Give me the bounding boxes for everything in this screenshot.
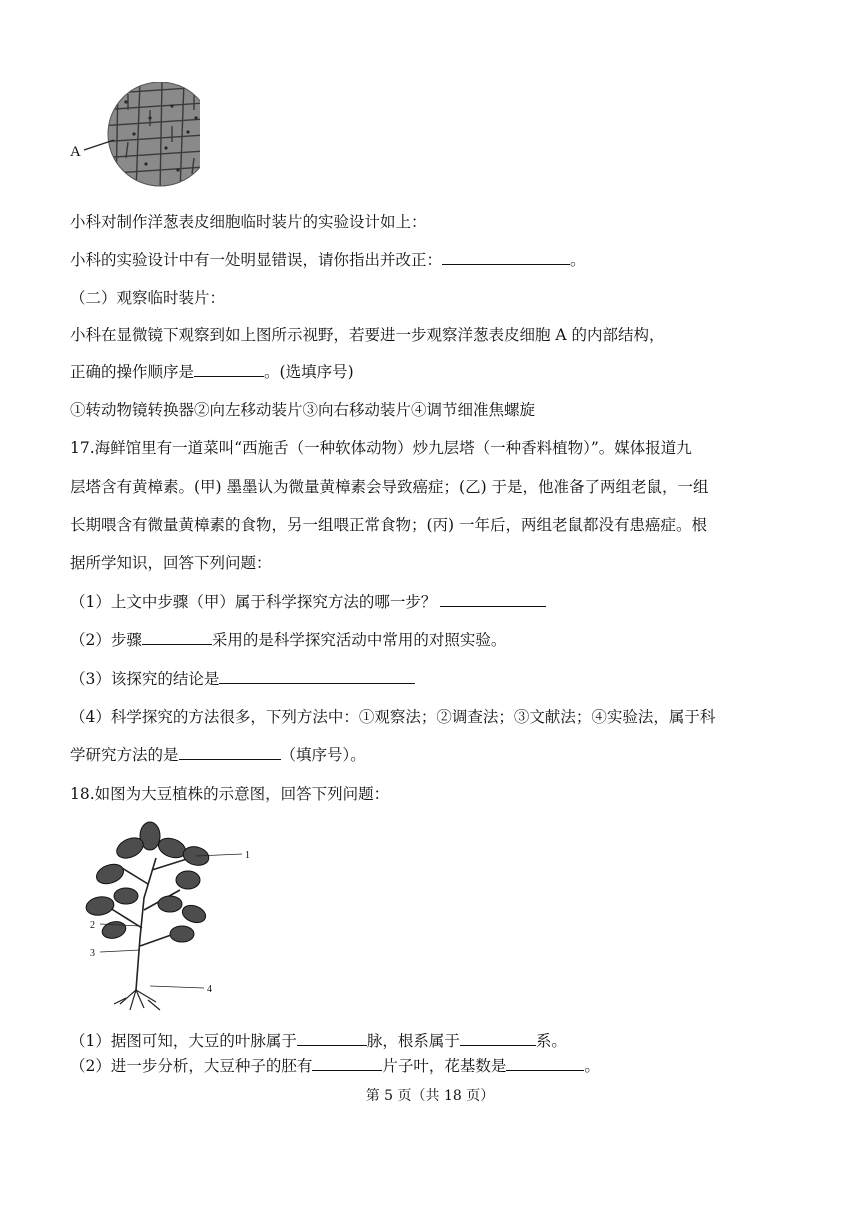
q17-line1: 17.海鲜馆里有一道菜叫“西施舌（一种软体动物）炒九层塔（一种香料植物）”。媒体报道九 xyxy=(70,439,692,457)
soybean-plant-figure xyxy=(70,818,260,1014)
q17-line2: 层塔含有黄樟素。(甲) 墨墨认为微量黄樟素会导致癌症；(乙) 于是，他准备了两组老鼠，一组 xyxy=(70,478,709,496)
answer-blank-q17-1[interactable] xyxy=(440,592,546,607)
q17-sub4-line1: （4）科学探究的方法很多，下列方法中：①观察法；②调查法；③文献法；④实验法，属于科 xyxy=(70,708,716,726)
q17-sub4-line2 xyxy=(70,745,366,765)
error-question-end: 。 xyxy=(570,251,586,269)
plant-label-1: 1 xyxy=(245,850,250,861)
answer-blank-q17-2[interactable] xyxy=(142,630,212,645)
q17-line4: 据所学知识，回答下列问题： xyxy=(70,554,272,572)
answer-blank-order[interactable] xyxy=(194,362,264,377)
q17-sub4-end: （填序号）。 xyxy=(280,746,366,764)
q18-sub1-end: 系。 xyxy=(535,1032,567,1050)
answer-blank-q18-2a[interactable] xyxy=(312,1056,382,1071)
order-question xyxy=(70,362,354,382)
observe-question: 小科在显微镜下观察到如上图所示视野，若要进一步观察洋葱表皮细胞 A 的内部结构， xyxy=(70,326,665,344)
q18-sub1-text: （1）据图可知，大豆的叶脉属于 xyxy=(70,1032,297,1050)
q17-sub1 xyxy=(70,592,546,612)
q17-sub2-text: （2）步骤 xyxy=(70,631,142,649)
q17-sub3 xyxy=(70,669,415,689)
error-question-text: 小科的实验设计中有一处明显错误，请你指出并改正： xyxy=(70,251,443,269)
q18-sub1-mid: 脉，根系属于 xyxy=(366,1032,460,1050)
answer-blank-q17-3[interactable] xyxy=(219,669,415,684)
cell-a-label: A xyxy=(70,144,81,160)
q17-sub1-text: （1）上文中步骤（甲）属于科学探究方法的哪一步？ xyxy=(70,593,437,611)
design-intro: 小科对制作洋葱表皮细胞临时装片的实验设计如上： xyxy=(70,213,427,231)
soybean-plant-image xyxy=(70,818,260,1014)
microscope-field-figure xyxy=(70,82,200,192)
order-question-text: 正确的操作顺序是 xyxy=(70,363,195,381)
plant-label-3: 3 xyxy=(90,948,95,959)
q17-line3: 长期喂含有微量黄樟素的食物，另一组喂正常食物；(丙) 一年后，两组老鼠都没有患癌症。根 xyxy=(70,516,708,534)
q18-sub2-end: 。 xyxy=(584,1057,600,1075)
q17-sub2 xyxy=(70,630,506,650)
q17-sub2-end: 采用的是科学探究活动中常用的对照实验。 xyxy=(211,631,507,649)
page-footer: 第 5 页（共 18 页） xyxy=(365,1088,495,1104)
q18-title: 18.如图为大豆植株的示意图，回答下列问题： xyxy=(70,785,390,803)
order-options: ①转动物镜转换器②向左移动装片③向右移动装片④调节细准焦螺旋 xyxy=(70,401,536,419)
answer-blank-q18-2b[interactable] xyxy=(506,1056,584,1071)
q18-sub2-text: （2）进一步分析，大豆种子的胚有 xyxy=(70,1057,313,1075)
error-question xyxy=(70,250,586,270)
answer-blank-error[interactable] xyxy=(442,250,570,265)
answer-blank-q18-1a[interactable] xyxy=(297,1031,367,1046)
onion-cells-image xyxy=(70,82,200,192)
part2-title: （二）观察临时装片： xyxy=(70,289,226,307)
q18-sub2 xyxy=(70,1056,600,1076)
plant-label-4: 4 xyxy=(207,984,212,995)
order-question-end: 。(选填序号) xyxy=(264,363,354,381)
q17-sub3-text: （3）该探究的结论是 xyxy=(70,670,220,688)
plant-label-2: 2 xyxy=(90,920,95,931)
q18-sub1 xyxy=(70,1031,567,1051)
answer-blank-q17-4[interactable] xyxy=(179,745,281,760)
q17-sub4-text: 学研究方法的是 xyxy=(70,746,179,764)
q18-sub2-mid: 片子叶，花基数是 xyxy=(382,1057,507,1075)
answer-blank-q18-1b[interactable] xyxy=(460,1031,536,1046)
